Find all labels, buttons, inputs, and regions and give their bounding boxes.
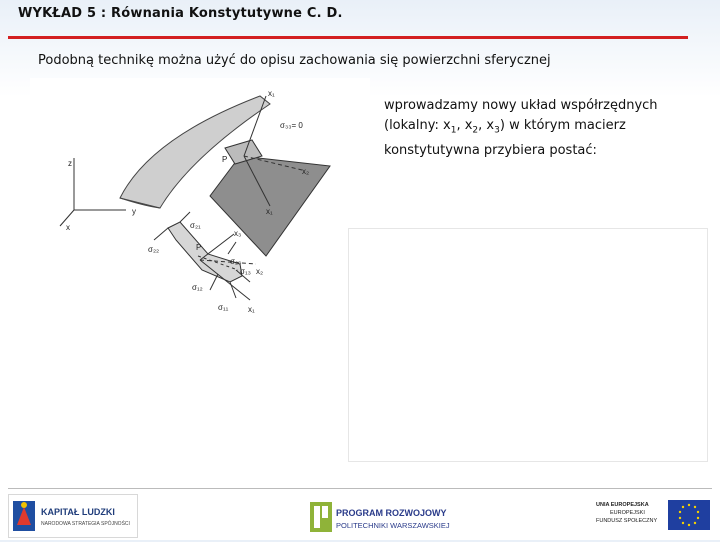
desc-line-2: (lokalny: $x_1$, $x_2$, $x_3$) w którym macierz [384,118,626,136]
desc-line-1: wprowadzamy nowy układ współrzędnych [384,98,658,113]
eu-text-1: UNIA EUROPEJSKA [596,502,649,508]
program-rozwojowy-logo [308,500,460,536]
matrix-placeholder [348,228,708,462]
label-sigma13: σ₁₃ [240,267,251,276]
label-x2-bottom: x₂ [256,267,264,276]
label-sigma33: σ₃₃= 0 [280,121,303,130]
eu-text-2: EUROPEJSKI [610,510,645,516]
label-z-axis: z [68,159,72,168]
footer-divider [8,488,712,489]
slide-title: WYKŁAD 5 : Równania Konstytutywne C. D. [18,6,343,21]
element-bottom [168,222,242,282]
label-x1-mid: x₁ [266,207,273,216]
label-p-bottom: P [196,243,202,252]
slide-subtitle: Podobną technikę można użyć do opisu zachowania się powierzchni sferycznej [38,53,551,68]
label-sigma23: σ₂₃ [230,257,242,266]
eu-logo [592,494,712,536]
shell-stress-figure [30,78,370,326]
kapital-ludzki-logo [8,494,138,538]
kapital-ludzki-text: KAPITAŁ LUDZKI [41,507,115,517]
eu-text-3: FUNDUSZ SPOŁECZNY [596,518,658,524]
axis-x3-bottom [200,234,234,260]
label-x1-bottom: x₁ [248,305,255,314]
shell-diagram [30,78,370,326]
label-y-axis: y [132,207,136,216]
label-p-top: P [222,155,228,164]
politechnika-text: POLITECHNIKI WARSZAWSKIEJ [336,521,450,530]
label-sigma11: σ₁₁ [218,303,229,312]
label-x3: x₃ [234,229,242,238]
description-text [384,96,704,161]
program-text: PROGRAM ROZWOJOWY [336,508,447,518]
title-underline [8,36,688,39]
label-x2-top: x₂ [302,167,310,176]
label-sigma12: σ₁₂ [192,283,203,292]
label-sigma22: σ₂₂ [148,245,160,254]
label-x1-top: x₁ [268,89,275,98]
strategia-text: NARODOWA STRATEGIA SPÓJNOŚCI [41,521,130,527]
label-sigma21: σ₂₁ [190,221,201,230]
label-x-axis: x [66,223,70,232]
desc-line-3: konstytutywna przybiera postać: [384,142,597,158]
